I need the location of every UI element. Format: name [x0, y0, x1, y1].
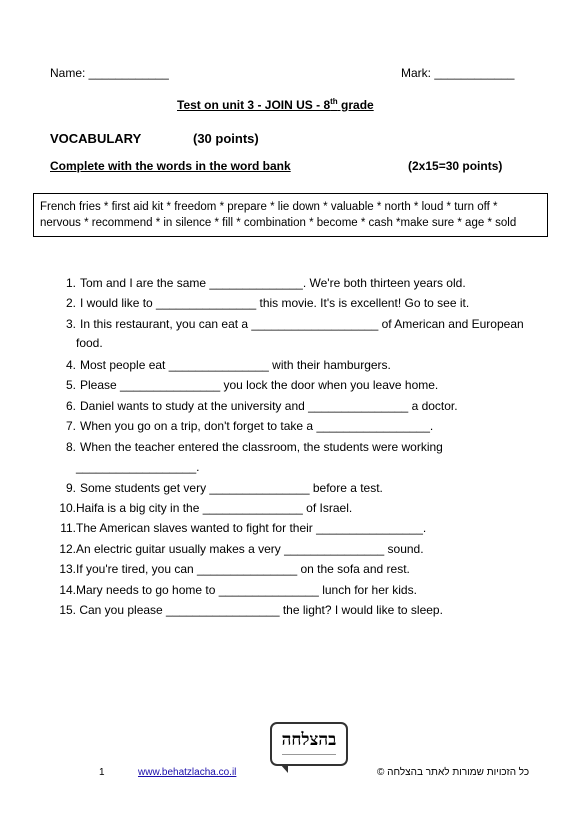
question-number: 7. [65, 419, 76, 433]
question-12 [54, 542, 424, 556]
question-number: 3. [65, 317, 76, 331]
test-title [177, 98, 374, 112]
question-11 [54, 521, 426, 535]
question-text: An electric guitar usually makes a very _______________ sound. [76, 542, 424, 556]
question-text: In this restaurant, you can eat a ___________________ of American and European [80, 317, 524, 331]
copyright-text: כל הזכויות שמורות לאתר בהצלחה © [377, 767, 530, 778]
question-13 [54, 562, 410, 576]
question-number: 9. [65, 481, 76, 495]
word-bank-box [33, 193, 548, 237]
question-text: Haifa is a big city in the _______________ of Israel. [76, 501, 353, 515]
question-text: If you're tired, you can _______________ on the sofa and rest. [76, 562, 410, 576]
word-bank-line-2: nervous * recommend * in silence * fill * combination * become * cash *make sure * age * sold [40, 217, 517, 229]
mark-field-label: Mark: ____________ [401, 66, 515, 80]
question-6 [54, 399, 458, 413]
question-text: Some students get very _______________ before a test. [80, 481, 383, 495]
section-heading: VOCABULARY [50, 131, 142, 146]
question-text: Mary needs to go home to _______________ lunch for her kids. [76, 583, 417, 597]
question-8 [54, 440, 443, 454]
question-number: 4. [65, 358, 76, 372]
question-text: Daniel wants to study at the university and _______________ a doctor. [80, 399, 458, 413]
test-title-main: Test on unit 3 - JOIN US - 8 [177, 98, 331, 112]
question-number: 14. [59, 583, 76, 597]
section-points: (30 points) [193, 131, 259, 146]
question-number: 5. [65, 378, 76, 392]
question-number: 10. [59, 501, 76, 515]
question-5 [54, 378, 438, 392]
question-text: When the teacher entered the classroom, the students were working [80, 440, 443, 454]
question-number: 12. [59, 542, 76, 556]
question-text: Please _______________ you lock the door when you leave home. [80, 378, 439, 392]
question-number: 2. [65, 296, 76, 310]
behatzlacha-logo [270, 722, 348, 766]
question-15 [54, 603, 443, 617]
scoring-text: (2x15=30 points) [408, 159, 503, 173]
question-text: The American slaves wanted to fight for their ________________. [76, 521, 427, 535]
question-7 [54, 419, 433, 433]
question-text: I would like to _______________ this movie. It's is excellent! Go to see it. [80, 296, 470, 310]
question-4 [54, 358, 391, 372]
question-1 [54, 276, 466, 290]
page-number: 1 [99, 767, 105, 778]
question-text: Can you please _________________ the light? I would like to sleep. [76, 603, 443, 617]
question-9 [54, 481, 383, 495]
question-number: 13. [59, 562, 76, 576]
name-field-label: Name: ____________ [50, 66, 169, 80]
question-number: 15. [59, 603, 76, 617]
question-10 [54, 501, 352, 515]
test-title-superscript: th [330, 97, 338, 106]
question-3 [54, 317, 524, 331]
logo-underline [282, 754, 336, 757]
question-8-continuation: __________________. [76, 460, 200, 474]
word-bank-line-1: French fries * first aid kit * freedom * prepare * lie down * valuable * north * loud * turn off * [40, 201, 498, 213]
question-number: 6. [65, 399, 76, 413]
question-2 [54, 296, 469, 310]
question-text: Most people eat _______________ with their hamburgers. [80, 358, 391, 372]
website-link[interactable]: www.behatzlacha.co.il [138, 767, 237, 778]
question-text: When you go on a trip, don't forget to take a _________________. [80, 419, 434, 433]
logo-speech-tail [280, 764, 288, 773]
question-text: Tom and I are the same ______________. We're both thirteen years old. [80, 276, 466, 290]
question-3-continuation: food. [76, 336, 103, 350]
instruction-text: Complete with the words in the word bank [50, 159, 291, 173]
logo-text: בהצלחה [281, 730, 337, 750]
question-number: 8. [65, 440, 76, 454]
question-number: 11. [60, 521, 76, 535]
test-title-end: grade [337, 98, 374, 112]
question-14 [54, 583, 417, 597]
question-number: 1. [65, 276, 76, 290]
